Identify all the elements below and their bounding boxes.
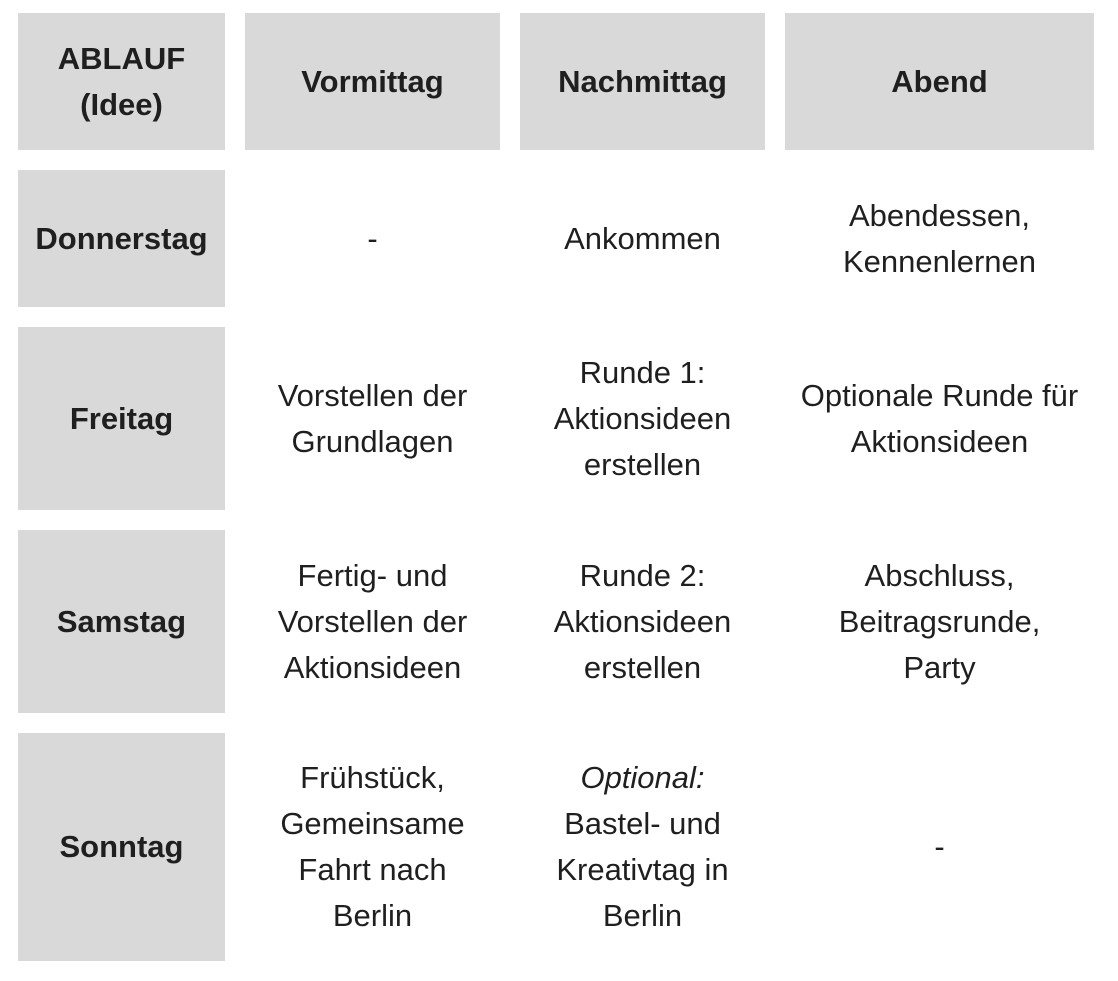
cell-text: Runde 1: Aktionsideen erstellen [553,354,732,482]
cell-text: Optionale Runde für Aktionsideen [800,377,1079,459]
row-cell-afternoon [520,170,765,307]
header-vormittag [245,13,500,150]
header-corner-label: ABLAUF (Idee) [57,40,186,122]
optional-label: Optional: [580,760,705,795]
row-cell-evening [785,530,1094,713]
header-nachmittag-label: Nachmittag [558,63,727,99]
row-day-freitag [18,327,225,510]
header-vormittag-label: Vormittag [301,63,444,99]
cell-text: Bastel- und Kreativtag in Berlin [556,806,729,933]
header-abend-label: Abend [891,63,988,99]
row-day-sonntag [18,733,225,961]
cell-text: Frühstück, Gemeinsame Fahrt nach Berlin [280,760,465,933]
row-day-samstag [18,530,225,713]
row-day-label: Freitag [69,400,174,436]
row-cell-evening [785,170,1094,307]
row-day-label: Samstag [56,603,187,639]
header-nachmittag [520,13,765,150]
row-cell-morning [245,733,500,961]
row-cell-morning [245,170,500,307]
cell-text: - [367,220,378,256]
cell-text: Abendessen, Kennenlernen [842,197,1037,279]
row-cell-morning [245,327,500,510]
row-cell-morning [245,530,500,713]
row-day-donnerstag [18,170,225,307]
cell-text: Ankommen [564,220,721,256]
row-cell-evening [785,733,1094,961]
cell-text: - [934,829,945,864]
cell-text: Abschluss, Beitragsrunde, Party [838,557,1041,685]
row-day-label: Sonntag [59,829,184,864]
cell-text: Fertig- und Vorstellen der Aktionsideen [277,557,468,685]
row-cell-evening [785,327,1094,510]
header-corner [18,13,225,150]
cell-text: Vorstellen der Grundlagen [277,377,468,459]
cell-text: Runde 2: Aktionsideen erstellen [553,557,732,685]
row-cell-afternoon [520,530,765,713]
row-cell-afternoon [520,327,765,510]
row-cell-afternoon [520,733,765,961]
row-day-label: Donnerstag [35,220,208,256]
header-abend [785,13,1094,150]
